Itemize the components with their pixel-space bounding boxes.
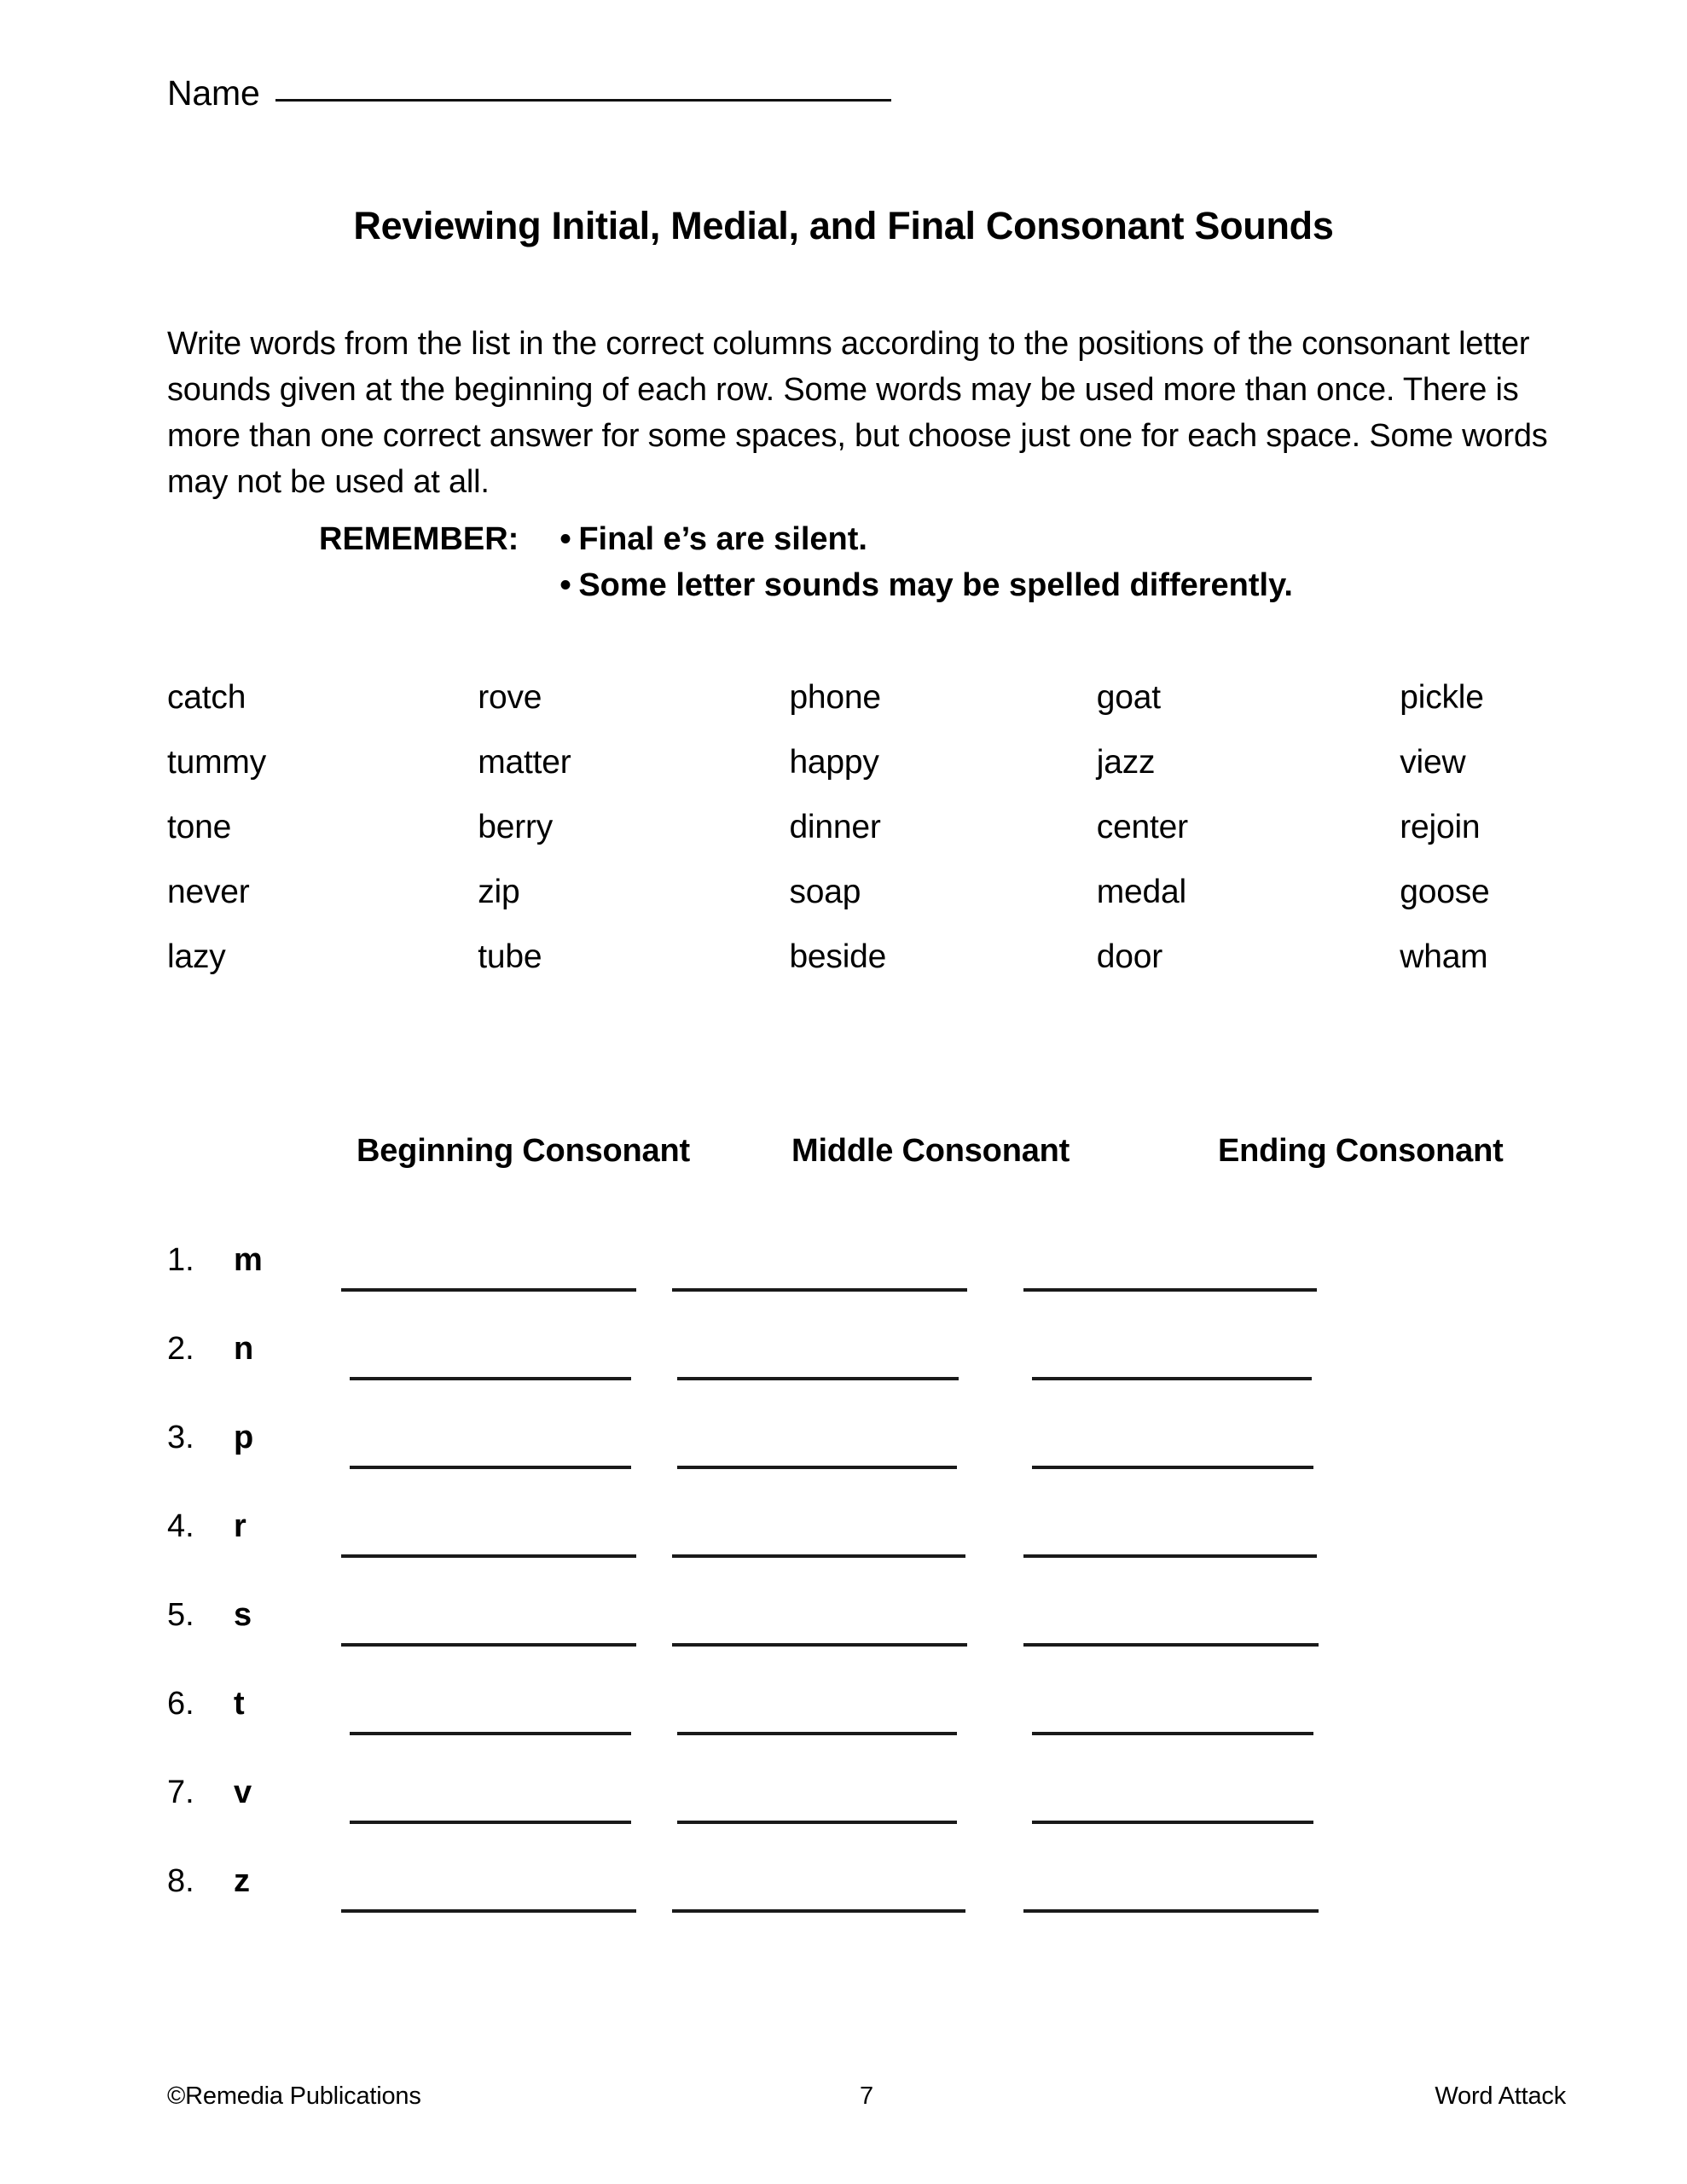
word-bank-word: door bbox=[1096, 938, 1163, 975]
answer-row bbox=[167, 1761, 1617, 1850]
answer-blank-middle[interactable] bbox=[677, 1377, 959, 1380]
answer-row-number: 5. bbox=[167, 1597, 194, 1633]
word-bank-word: phone bbox=[789, 679, 881, 716]
footer-series-title: Word Attack bbox=[1435, 2082, 1566, 2110]
answer-row-letter: m bbox=[234, 1242, 263, 1278]
word-bank-word: rejoin bbox=[1400, 809, 1481, 845]
answer-row bbox=[167, 1495, 1617, 1583]
answer-table bbox=[167, 1228, 1617, 1938]
answer-blank-beginning[interactable] bbox=[341, 1909, 636, 1913]
answer-row-letter: p bbox=[234, 1420, 254, 1455]
word-bank-word: goose bbox=[1400, 874, 1490, 910]
answer-row bbox=[167, 1672, 1617, 1761]
page-title: Reviewing Initial, Medial, and Final Consonant Sounds bbox=[353, 204, 1334, 247]
word-bank-word: jazz bbox=[1096, 744, 1156, 781]
name-label: Name bbox=[167, 73, 260, 113]
instructions-paragraph: Write words from the list in the correct columns according to the positions of the consonant letter sounds given at the beginning of each row. Some words may be used more than once. There is more than one correct answer for some spaces, but choose just one for each space. Some words may not be used at all. bbox=[167, 326, 1548, 500]
footer-page-number: 7 bbox=[860, 2082, 873, 2110]
answer-row bbox=[167, 1583, 1617, 1672]
word-bank-word: lazy bbox=[167, 938, 226, 975]
answer-blank-beginning[interactable] bbox=[341, 1288, 636, 1292]
answer-row-letter: z bbox=[234, 1863, 250, 1899]
word-bank-word: zip bbox=[478, 874, 520, 910]
answer-blank-beginning[interactable] bbox=[341, 1554, 636, 1558]
column-header-beginning-consonant: Beginning Consonant bbox=[357, 1133, 690, 1169]
remember-item bbox=[559, 562, 1293, 608]
word-bank-word: dinner bbox=[789, 809, 881, 845]
word-bank-word: wham bbox=[1400, 938, 1488, 975]
answer-blank-middle[interactable] bbox=[677, 1821, 957, 1824]
name-write-in-line[interactable] bbox=[275, 99, 891, 102]
word-bank-word: matter bbox=[478, 744, 571, 781]
answer-row-number: 1. bbox=[167, 1242, 194, 1278]
answer-row bbox=[167, 1317, 1617, 1406]
answer-blank-ending[interactable] bbox=[1032, 1732, 1313, 1735]
word-bank-word: tummy bbox=[167, 744, 267, 781]
word-bank-row bbox=[167, 925, 1566, 990]
word-bank-word: tube bbox=[478, 938, 542, 975]
word-bank-word: goat bbox=[1096, 679, 1161, 716]
word-bank-word: view bbox=[1400, 744, 1466, 781]
word-bank-word: beside bbox=[789, 938, 887, 975]
word-bank-word: medal bbox=[1096, 874, 1186, 910]
answer-blank-beginning[interactable] bbox=[341, 1643, 636, 1647]
remember-item-text: Some letter sounds may be spelled differently. bbox=[578, 567, 1293, 603]
answer-row-number: 3. bbox=[167, 1420, 194, 1455]
word-bank-word: catch bbox=[167, 679, 246, 716]
answer-row-number: 6. bbox=[167, 1686, 194, 1722]
answer-row-letter: s bbox=[234, 1597, 252, 1633]
answer-row bbox=[167, 1228, 1617, 1317]
word-bank bbox=[167, 665, 1566, 990]
column-header-middle-consonant: Middle Consonant bbox=[791, 1133, 1070, 1169]
answer-blank-middle[interactable] bbox=[677, 1466, 957, 1469]
answer-row-letter: v bbox=[234, 1774, 252, 1810]
answer-row bbox=[167, 1406, 1617, 1495]
word-bank-word: berry bbox=[478, 809, 554, 845]
answer-blank-middle[interactable] bbox=[672, 1554, 965, 1558]
answer-blank-beginning[interactable] bbox=[350, 1377, 631, 1380]
bullet-icon: • bbox=[559, 567, 571, 603]
word-bank-word: tone bbox=[167, 809, 232, 845]
word-bank-word: happy bbox=[789, 744, 879, 781]
word-bank-word: soap bbox=[789, 874, 861, 910]
answer-blank-middle[interactable] bbox=[672, 1909, 965, 1913]
answer-blank-beginning[interactable] bbox=[350, 1732, 631, 1735]
answer-blank-ending[interactable] bbox=[1032, 1466, 1313, 1469]
answer-blank-beginning[interactable] bbox=[350, 1821, 631, 1824]
remember-label: REMEMBER: bbox=[319, 521, 519, 557]
remember-item bbox=[559, 516, 1293, 562]
name-field-row bbox=[167, 73, 891, 113]
answer-blank-ending[interactable] bbox=[1023, 1643, 1319, 1647]
word-bank-row bbox=[167, 860, 1566, 925]
page-footer bbox=[167, 2082, 1566, 2111]
answer-blank-middle[interactable] bbox=[672, 1288, 967, 1292]
answer-row-number: 7. bbox=[167, 1774, 194, 1810]
answer-row-letter: n bbox=[234, 1331, 254, 1367]
bullet-icon: • bbox=[559, 521, 571, 557]
answer-row-letter: t bbox=[234, 1686, 245, 1722]
answer-row-number: 8. bbox=[167, 1863, 194, 1899]
column-header-ending-consonant: Ending Consonant bbox=[1218, 1133, 1504, 1169]
answer-blank-ending[interactable] bbox=[1023, 1288, 1317, 1292]
word-bank-word: center bbox=[1096, 809, 1188, 845]
answer-blank-middle[interactable] bbox=[672, 1643, 967, 1647]
answer-blank-ending[interactable] bbox=[1032, 1377, 1312, 1380]
answer-row-number: 2. bbox=[167, 1331, 194, 1367]
word-bank-row bbox=[167, 665, 1566, 730]
answer-row-number: 4. bbox=[167, 1508, 194, 1544]
answer-blank-ending[interactable] bbox=[1032, 1821, 1313, 1824]
answer-row bbox=[167, 1850, 1617, 1938]
answer-blank-middle[interactable] bbox=[677, 1732, 957, 1735]
remember-item-text: Final e’s are silent. bbox=[578, 521, 867, 557]
word-bank-word: never bbox=[167, 874, 250, 910]
answer-blank-ending[interactable] bbox=[1023, 1554, 1317, 1558]
word-bank-row bbox=[167, 730, 1566, 795]
footer-copyright: ©Remedia Publications bbox=[167, 2082, 421, 2110]
answer-blank-ending[interactable] bbox=[1023, 1909, 1319, 1913]
word-bank-word: pickle bbox=[1400, 679, 1484, 716]
word-bank-word: rove bbox=[478, 679, 542, 716]
answer-blank-beginning[interactable] bbox=[350, 1466, 631, 1469]
answer-table-header-row bbox=[357, 1133, 1568, 1170]
answer-row-letter: r bbox=[234, 1508, 246, 1544]
remember-list bbox=[559, 516, 1293, 608]
remember-block bbox=[319, 516, 1293, 608]
word-bank-row bbox=[167, 795, 1566, 860]
